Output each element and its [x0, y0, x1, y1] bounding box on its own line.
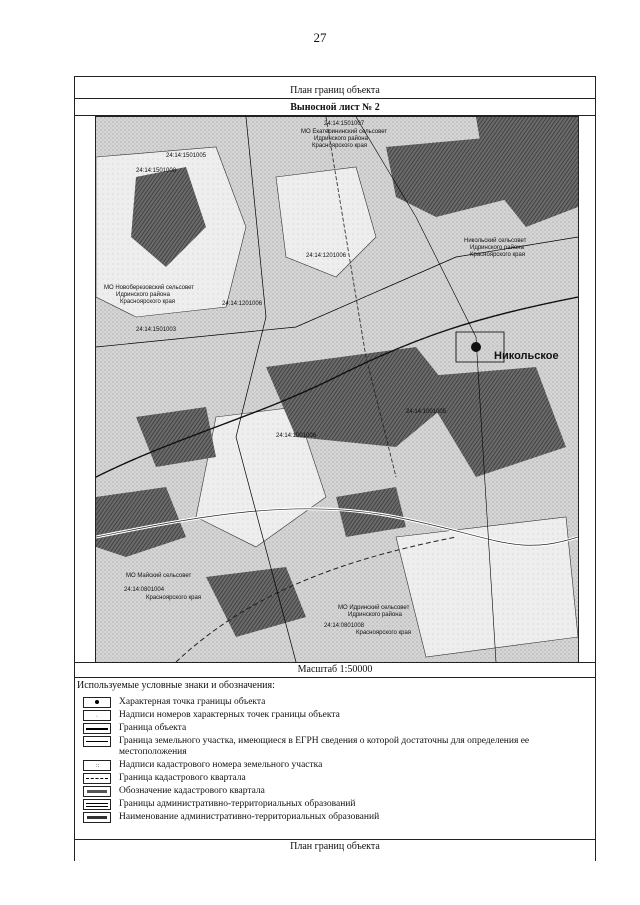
- legend-item: Граница земельного участка, имеющиеся в ЕГРН сведения о которой достаточны для определения ее местоположения: [83, 736, 588, 758]
- svg-text:24:14:1001006: 24:14:1001006: [276, 433, 317, 439]
- svg-text:24:14:1501005: 24:14:1501005: [166, 153, 207, 159]
- svg-text:МО Новоберезовский сельсовет: МО Новоберезовский сельсовет: [104, 285, 195, 291]
- admin-boundary-symbol-icon: [83, 799, 111, 810]
- legend-title: Используемые условные знаки и обозначения:: [77, 680, 275, 691]
- svg-text:Красноярского края: Красноярского края: [146, 595, 202, 601]
- svg-text:Красноярского края: Красноярского края: [470, 252, 526, 258]
- map-image: [95, 116, 579, 663]
- svg-text:Идринского района: Идринского района: [470, 245, 524, 251]
- svg-text:Никольское: Никольское: [494, 350, 559, 362]
- svg-text:24:14:1201006: 24:14:1201006: [222, 301, 263, 307]
- map-graphic: [96, 117, 578, 662]
- svg-text:24:14:1501003: 24:14:1501003: [136, 327, 177, 333]
- quarter-label-symbol-icon: [83, 786, 111, 797]
- svg-text:Идринского района: Идринского района: [348, 612, 402, 618]
- plan-footer: План границ объекта: [75, 839, 595, 854]
- admin-name-symbol-icon: [83, 812, 111, 823]
- svg-text:МО Майский сельсовет: МО Майский сельсовет: [126, 573, 192, 579]
- quarter-boundary-symbol-icon: [83, 773, 111, 784]
- plan-frame: [74, 76, 596, 861]
- legend: [83, 697, 588, 825]
- svg-text:МО Идринский сельсовет: МО Идринский сельсовет: [338, 605, 410, 611]
- plan-title: План границ объекта: [75, 83, 595, 99]
- svg-text:МО Екатерининский сельсовет: МО Екатерининский сельсовет: [301, 129, 388, 135]
- svg-text:Идринского района: Идринского района: [116, 292, 170, 298]
- svg-text:Никольский сельсовет: Никольский сельсовет: [464, 238, 527, 244]
- svg-text:24:14:0801004: 24:14:0801004: [124, 587, 165, 593]
- svg-text:Красноярского края: Красноярского края: [312, 143, 368, 149]
- legend-item: · Надписи номеров характерных точек границы объекта: [83, 710, 588, 721]
- svg-text:24:14:1001005: 24:14:1001005: [406, 409, 447, 415]
- plan-subtitle: Выносной лист № 2: [75, 100, 595, 116]
- object-boundary-symbol-icon: [83, 723, 111, 734]
- legend-item: :: Надписи кадастрового номера земельного участка: [83, 760, 588, 771]
- svg-text:Красноярского края: Красноярского края: [356, 630, 412, 636]
- svg-text:24:14:1501007: 24:14:1501007: [324, 121, 365, 127]
- svg-text:24:14:1501008: 24:14:1501008: [136, 168, 177, 174]
- legend-item: Граница объекта: [83, 723, 588, 734]
- legend-item: Границы административно-территориальных образований: [83, 799, 588, 810]
- svg-text:24:14:0801008: 24:14:0801008: [324, 623, 365, 629]
- svg-text:24:14:1201006: 24:14:1201006: [306, 253, 347, 259]
- point-number-symbol-icon: ·: [83, 710, 111, 721]
- parcel-number-symbol-icon: ::: [83, 760, 111, 771]
- map-scale: Масштаб 1:50000: [75, 662, 595, 678]
- legend-item: Наименование административно-территориальных образований: [83, 812, 588, 823]
- parcel-boundary-symbol-icon: [83, 736, 111, 747]
- legend-item: Обозначение кадастрового квартала: [83, 786, 588, 797]
- svg-text:Красноярского края: Красноярского края: [120, 299, 176, 305]
- point-symbol-icon: [83, 697, 111, 708]
- legend-item: Граница кадастрового квартала: [83, 773, 588, 784]
- legend-item: Характерная точка границы объекта: [83, 697, 588, 708]
- svg-text:Идринского района: Идринского района: [314, 136, 368, 142]
- page-number: 27: [313, 30, 327, 45]
